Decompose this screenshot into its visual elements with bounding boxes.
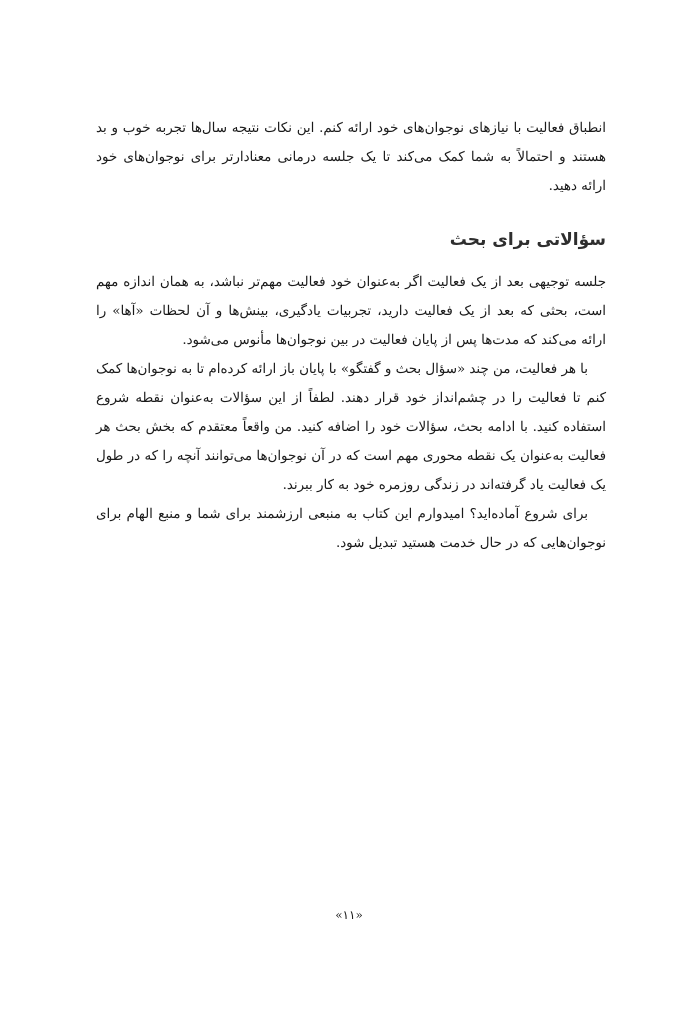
section-heading: سؤالاتی برای بحث [449,230,606,250]
body-paragraph: برای شروع آماده‌اید؟ امیدوارم این کتاب به منبعی ارزشمند برای شما و منبع الهام برای نوجوان‌هایی که در حال خدمت هستید تبدیل شود. [96,507,606,551]
body-paragraph: جلسه توجیهی بعد از یک فعالیت اگر به‌عنوان خود فعالیت مهم‌تر نباشد، به همان اندازه مهم است، بحثی که بعد از یک فعالیت دارید، تجربیات یادگیری، بینش‌ها و آن لحظات «آها» را ارائه می‌کند که مدت‌ها پس از پایان فعالیت در بین نوجوان‌ها مأنوس می‌شود. [96,275,606,348]
page-number: «۱۱» [335,908,363,922]
section-body [96,268,606,558]
intro-text [96,114,606,201]
body-paragraph: با هر فعالیت، من چند «سؤال بحث و گفتگو» با پایان باز ارائه کرده‌ام تا به نوجوان‌ها کمک کنم تا فعالیت را در چشم‌انداز خود قرار دهند. لطفاً از این سؤالات به‌عنوان نقطه شروع استفاده کنید. با ادامه بحث، سؤالات خود را اضافه کنید. من واقعاً معتقدم که بخش بحث هر فعالیت به‌عنوان یک نقطه محوری مهم است که در آن نوجوان‌ها می‌توانند آنچه را که در طول یک فعالیت یاد گرفته‌اند در زندگی روزمره خود به کار ببرند. [96,362,606,493]
intro-paragraph: انطباق فعالیت با نیازهای نوجوان‌های خود ارائه کنم. این نکات نتیجه سال‌ها تجربه خوب و بد هستند و احتمالاً به شما کمک می‌کند تا یک جلسه درمانی معنادارتر برای نوجوان‌های خود ارائه دهید. [96,121,606,194]
